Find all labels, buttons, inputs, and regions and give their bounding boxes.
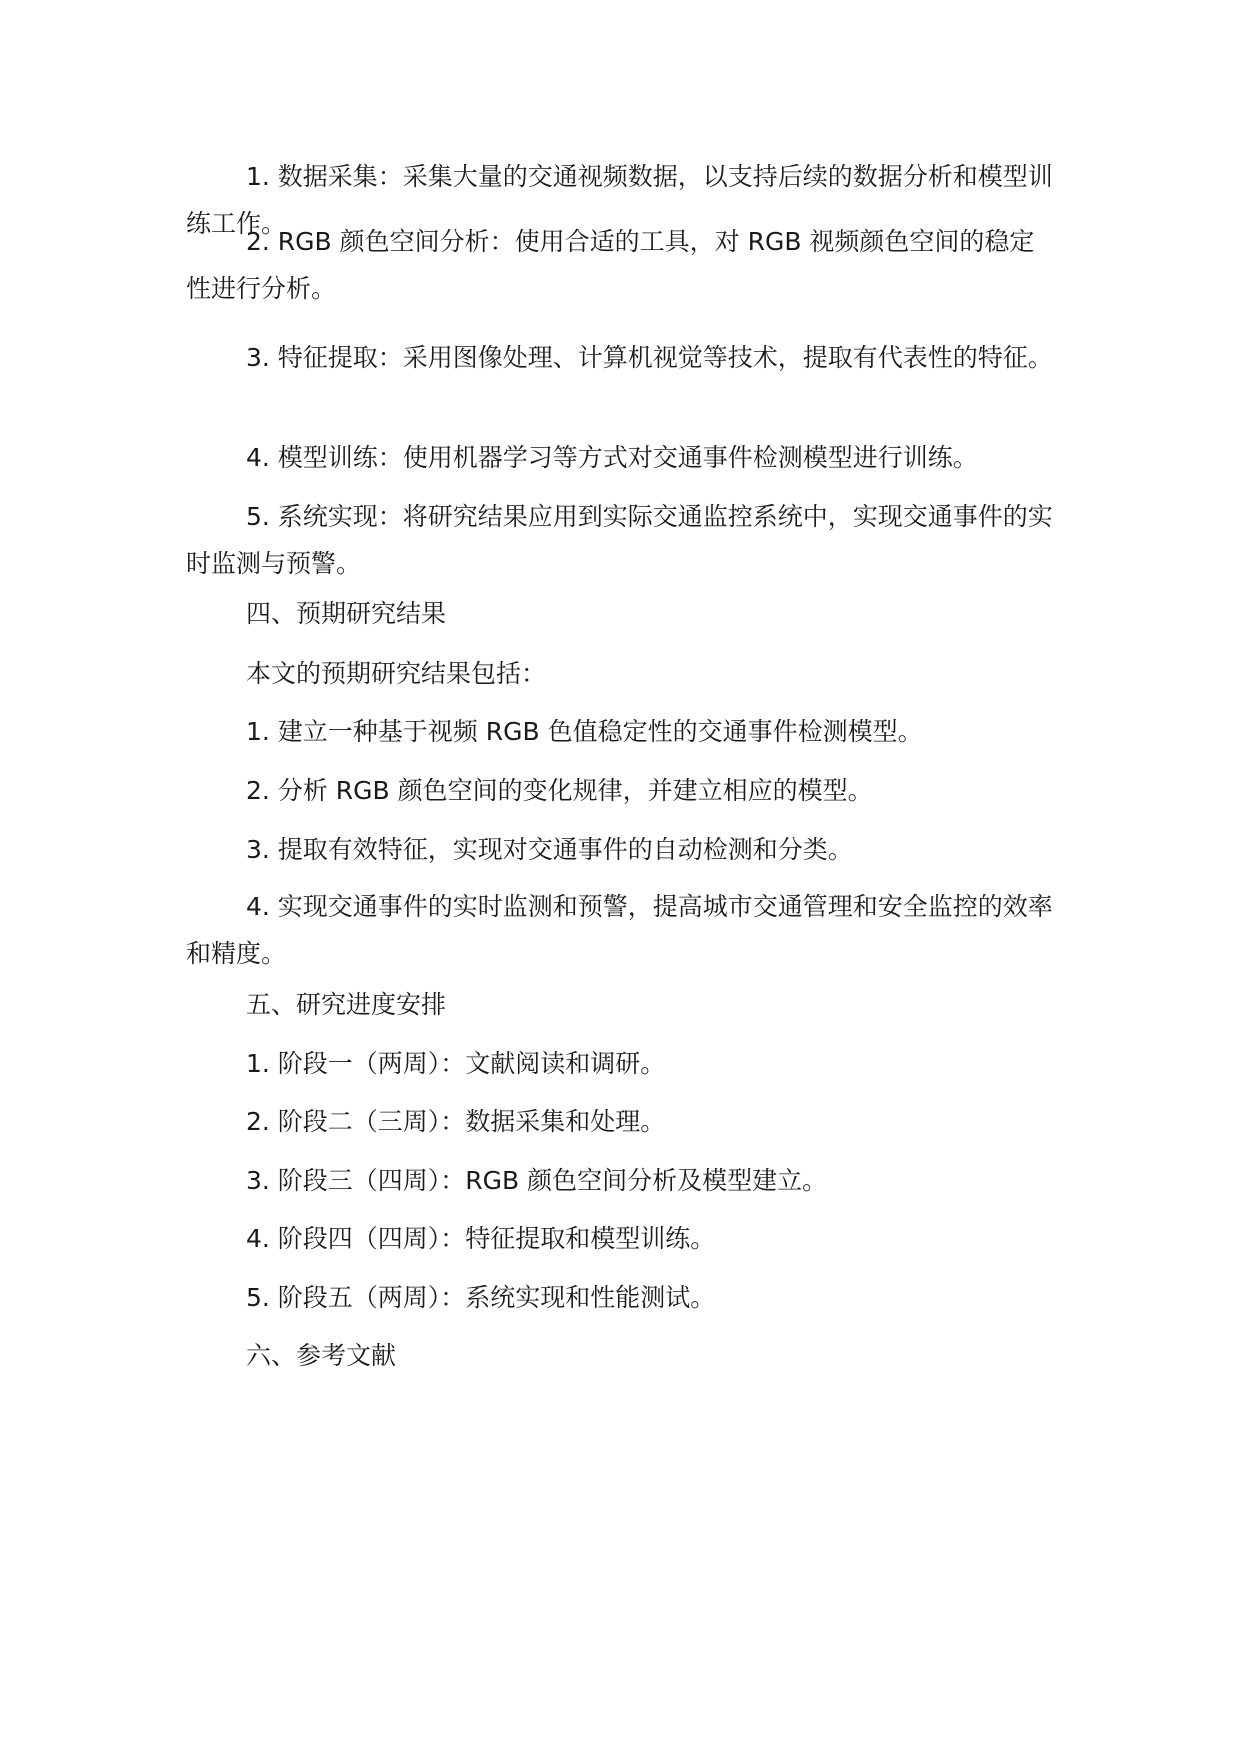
schedule-item: 2. 阶段二（三周）：数据采集和处理。 [246,1107,666,1136]
schedule-item: 3. 阶段三（四周）：RGB 颜色空间分析及模型建立。 [246,1166,828,1195]
expected-results-intro: 本文的预期研究结果包括： [246,659,547,688]
expected-result-item: 1. 建立一种基于视频 RGB 色值稳定性的交通事件检测模型。 [246,717,923,746]
schedule-item: 5. 阶段五（两周）：系统实现和性能测试。 [246,1283,716,1312]
section-heading-references: 六、参考文献 [246,1341,397,1370]
section-heading-expected-results: 四、预期研究结果 [246,599,447,628]
expected-result-item: 2. 分析 RGB 颜色空间的变化规律，并建立相应的模型。 [246,776,873,805]
method-step-system-implementation: 5. 系统实现：将研究结果应用到实际交通监控系统中，实现交通事件的实时监测与预警。 [186,502,1053,578]
schedule-item: 4. 阶段四（四周）：特征提取和模型训练。 [246,1224,716,1253]
expected-result-item: 4. 实现交通事件的实时监测和预警，提高城市交通管理和安全监控的效率和精度。 [186,892,1053,968]
schedule-item: 1. 阶段一（两周）：文献阅读和调研。 [246,1049,666,1078]
expected-result-item: 3. 提取有效特征，实现对交通事件的自动检测和分类。 [246,835,853,864]
method-step-rgb-analysis: 2. RGB 颜色空间分析：使用合适的工具，对 RGB 视频颜色空间的稳定性进行分析。 [186,227,1035,303]
method-step-model-training: 4. 模型训练：使用机器学习等方式对交通事件检测模型进行训练。 [246,443,978,472]
method-step-data-collection: 1. 数据采集：采集大量的交通视频数据，以支持后续的数据分析和模型训练工作。 [186,162,1053,238]
section-heading-schedule: 五、研究进度安排 [246,990,447,1019]
method-step-feature-extraction: 3. 特征提取：采用图像处理、计算机视觉等技术，提取有代表性的特征。 [246,343,1053,372]
